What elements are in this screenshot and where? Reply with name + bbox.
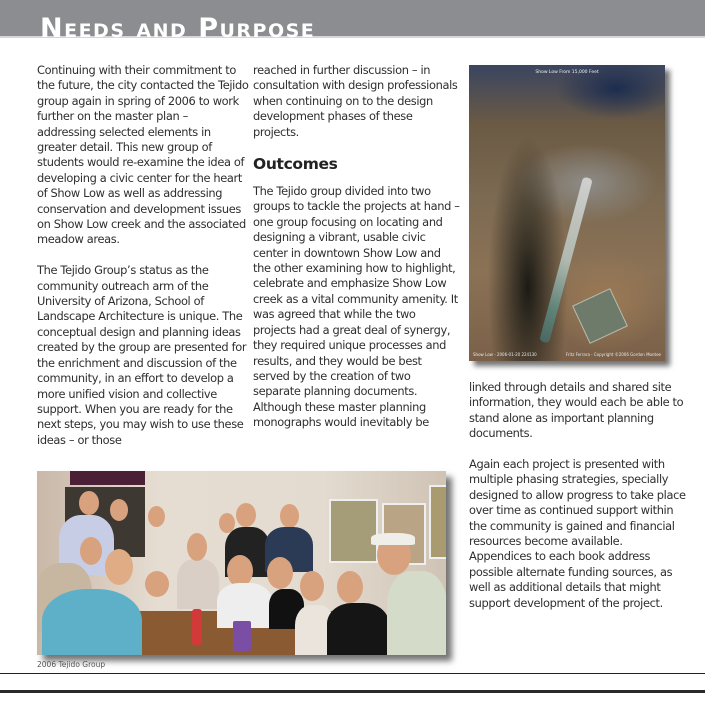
group-photo-caption: 2006 Tejido Group [37,660,106,669]
person-head [236,503,256,527]
person-head [80,537,102,565]
person-head [337,571,363,603]
paragraph: Continuing with their commitment to the future, the city contacted the Tejido group again in spring of 2006 to work further on the master plan – addressing selected elements in greater detail. This new group of students would re-examine the idea of developing a civic center for the heart of Show Low as well as addressing conservation and development issues on Show Low creek and the associated meadow areas. [37,63,249,247]
text-column-2 [253,63,461,446]
person-body [42,589,142,655]
person-head [148,506,165,527]
visor-shape [371,533,415,545]
person-body [327,603,389,655]
person-head [110,499,128,521]
text-column-1 [37,63,249,464]
wall-map [429,485,446,559]
paragraph: The Tejido Group’s status as the community outreach arm of the University of Arizona, School of Landscape Architecture is unique. The conceptual design and planning ideas created by the group are presented for the enrichment and discussion of the community, in an effort to develop a more unified vision and collective support. When you are ready for the next steps, you may wish to use these ideas – or those [37,263,247,447]
footer-rule [0,673,705,674]
paragraph: reached in further discussion – in consultation with design professionals when continuing on to the design development phases of these projects. [253,63,458,139]
bottle-shape [192,609,202,645]
person-body [387,571,446,655]
aerial-photo-caption: Show Low From 15,000 Feet [535,70,599,75]
person-body [177,559,219,609]
person-head [280,504,299,528]
person-head [187,533,207,561]
paragraph: Again each project is presented with multiple phasing strategies, specially designed to allow progress to take place over time as continued support within the community is gained and financial resources become available. Appendices to each book address possible alternate funding sources, as well as additional details that might support development of the project. [469,457,686,610]
person-head [300,571,324,601]
text-column-3 [469,380,687,626]
cup-shape [233,621,251,651]
page-title: Needs and Purpose [40,14,316,38]
person-head [145,571,169,597]
aerial-photo [469,65,665,361]
aerial-photo-id: Show Low - 2006-01-20 224130 [473,352,537,357]
ponds-shape [572,288,628,344]
wall-map [329,499,378,563]
person-head [79,491,99,515]
group-photo [37,471,446,655]
footer-rule-thick [0,690,705,693]
section-heading-outcomes: Outcomes [253,155,338,174]
person-head [105,549,133,585]
person-head [267,557,293,589]
paragraph: The Tejido group divided into two groups to tackle the projects at hand – one group focusing on locating and designing a vibrant, usable civic center in downtown Show Low and the other examining how to highlight, celebrate and emphasize Show Low creek as a vital community amenity. It was agreed that while the two projects had a great deal of synergy, they required unique processes and results, and they would be best served by the creation of two separate planning documents. Although these master planning monographs would inevitably be [253,184,460,430]
aerial-photo-credit: Fritz Ferrara - Copyright ©2006 Gordon Montee [565,352,661,357]
window-shape [70,471,145,485]
paragraph: linked through details and shared site information, they would each be able to stand alone as important planning documents. [469,380,684,441]
